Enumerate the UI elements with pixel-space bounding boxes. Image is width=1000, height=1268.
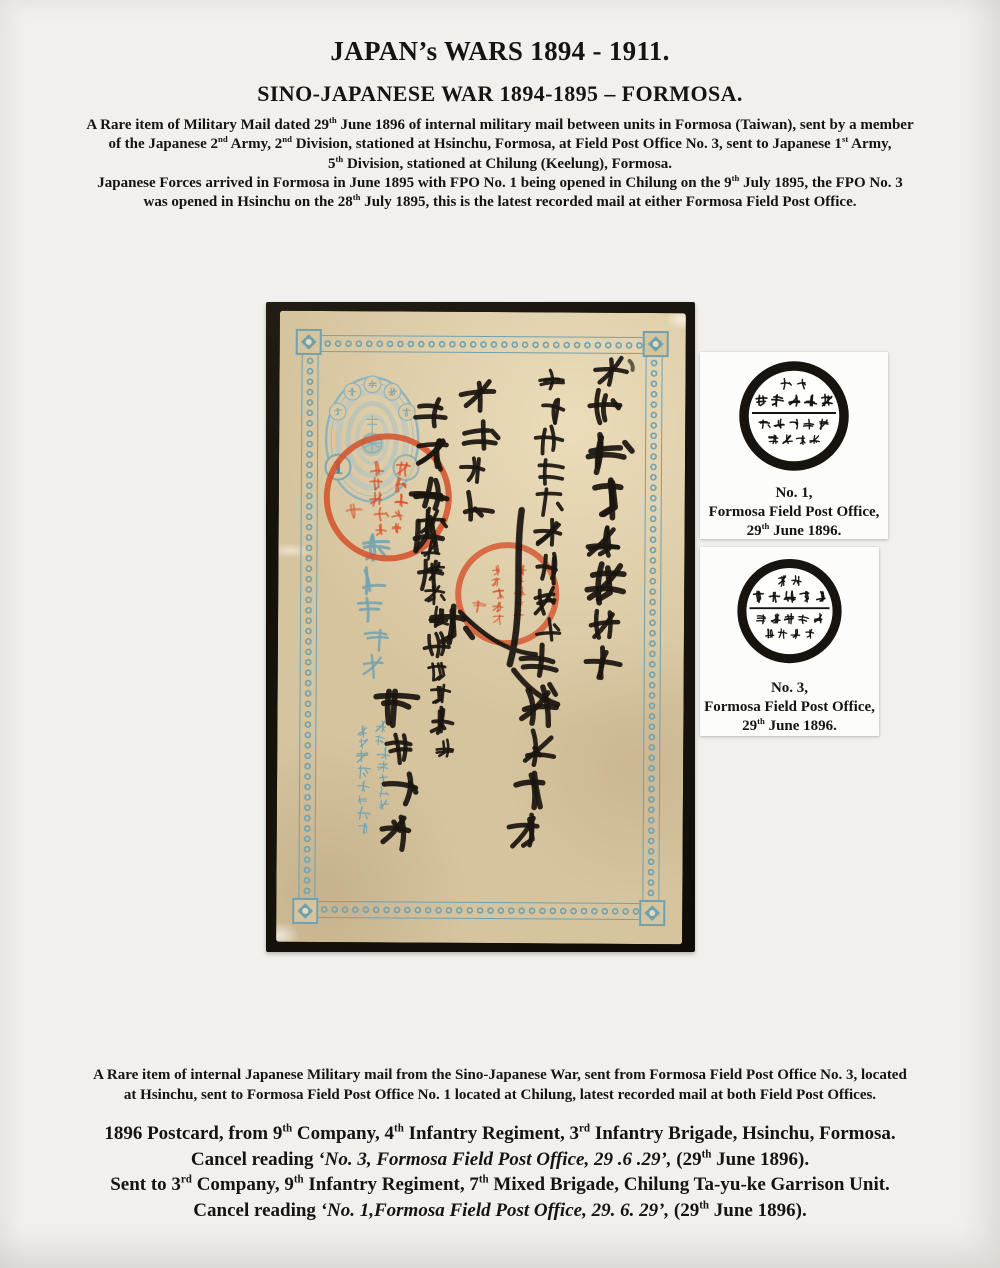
postmark-no3-caption: No. 3, Formosa Field Post Office, 29th June 1896. xyxy=(704,680,875,734)
footer-detail-line: 1896 Postcard, from 9th Company, 4th Infantry Regiment, 3rd Infantry Brigade, Hsinchu, Formosa. xyxy=(104,1122,896,1144)
intro-paragraph-1: A Rare item of Military Mail dated 29th June 1896 of internal military mail between units in Formosa (Taiwan), sent by a member of the Japanese 2nd Army, 2nd Division, stationed at Hsinchu, Formosa, at Field Post Office No. 3, sent to Japanese 1st Army, 5th Division, stationed at Chilung (Keelung), Formosa. xyxy=(86,115,914,172)
footer-detail-line: Cancel reading ‘No. 3, Formosa Field Post Office, 29 .6 .29’, (29th June 1896). xyxy=(190,1148,810,1170)
postcard xyxy=(276,311,686,944)
page-title: JAPAN’s WARS 1894 - 1911. xyxy=(330,36,670,66)
postmark-no1-illustration xyxy=(700,352,888,483)
postcard-mount xyxy=(266,302,695,952)
postmark-cutout-no3 xyxy=(700,547,879,736)
stamp-denomination: 1 xyxy=(331,457,345,479)
postmark-cutout-no1 xyxy=(700,352,888,539)
footer-detail-line: Sent to 3rd Company, 9th Infantry Regiment, 7th Mixed Brigade, Chilung Ta-yu-ke Garrison Unit. xyxy=(110,1173,890,1195)
postcard-artwork xyxy=(276,311,686,944)
page-subtitle: SINO-JAPANESE WAR 1894-1895 – FORMOSA. xyxy=(257,81,743,106)
footer-details xyxy=(10,1121,990,1223)
intro-paragraph-2: Japanese Forces arrived in Formosa in June 1895 with FPO No. 1 being opened in Chilung on the 9th July 1895, the FPO No. 3 was opened in Hsinchu on the 28th July 1895, this is the latest recorded mail at either Formosa Field Post Office. xyxy=(97,173,903,211)
postmark-no3-illustration xyxy=(700,547,879,678)
postmark-no1-caption: No. 1, Formosa Field Post Office, 29th June 1896. xyxy=(708,485,880,539)
footer-summary: A Rare item of internal Japanese Military mail from the Sino-Japanese War, sent from Formosa Field Post Office No. 3, located at Hsinchu, sent to Formosa Field Post Office No. 1 located at Chilung, latest recorded mail at both Field Post Offices. xyxy=(93,1067,907,1103)
footer-detail-line: Cancel reading ‘No. 1,Formosa Field Post Office, 29. 6. 29’, (29th June 1896). xyxy=(193,1199,807,1221)
